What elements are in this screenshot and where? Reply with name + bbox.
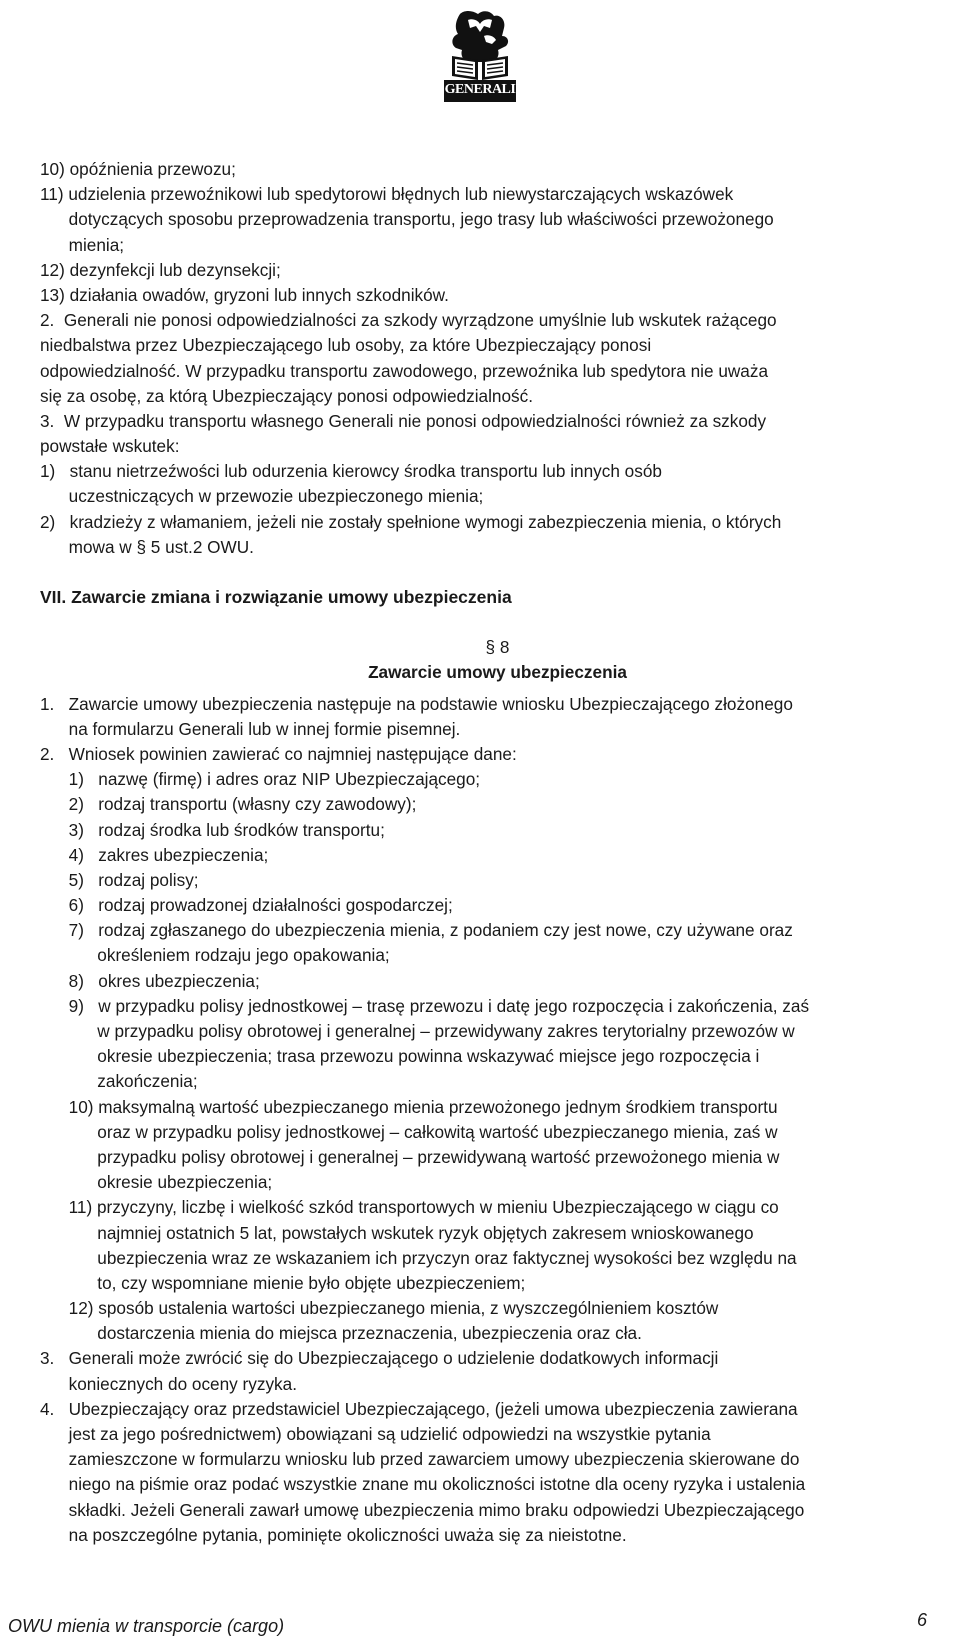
text-line: mienia; [40,234,125,255]
text-line: powstałe wskutek: [40,436,180,457]
paragraph-title: Zawarcie umowy ubezpieczenia [368,662,627,683]
text-line: 8) okres ubezpieczenia; [40,970,260,991]
document-body [40,157,955,1548]
text-line: 3. W przypadku transportu własnego Generali nie ponosi odpowiedzialności również za szkody [40,410,767,431]
text-line: 9) w przypadku polisy jednostkowej – trasę przewozu i datę jego rozpoczęcia i zakończenia, zaś [40,995,810,1016]
text-line: koniecznych do oceny ryzyka. [40,1373,297,1394]
text-line: przypadku polisy obrotowej i generalnej – przewidywaną wartość przewożonego mienia w [40,1146,780,1167]
text-line: określeniem rodzaju jego opakowania; [40,945,390,966]
text-line: okresie ubezpieczenia; [40,1172,273,1193]
text-line: 3) rodzaj środka lub środków transportu; [40,819,385,840]
text-line: w przypadku polisy obrotowej i generalnej – przewidywany zakres terytorialny przewozów w [40,1021,795,1041]
paragraph-symbol: § 8 [485,637,510,658]
text-line: 11) przyczyny, liczbę i wielkość szkód transportowych w mieniu Ubezpieczającego w ciągu co [40,1197,779,1218]
text-line: 2. Wniosek powinien zawierać co najmniej następujące dane: [40,743,517,764]
footer-title: OWU mienia w transporcie (cargo) [8,1616,285,1636]
text-line: 3. Generali może zwrócić się do Ubezpieczającego o udzielenie dodatkowych informacji [40,1348,719,1369]
text-line: 7) rodzaj zgłaszanego do ubezpieczenia mienia, z podaniem czy jest nowe, czy używane oraz [40,920,793,941]
text-line: 10) opóźnienia przewozu; [40,159,236,179]
text-line: oraz w przypadku polisy jednostkowej – całkowitą wartość ubezpieczanego mienia, zaś w [40,1121,778,1142]
text-line: 1) nazwę (firmę) i adres oraz NIP Ubezpieczającego; [40,769,481,790]
section-heading: VII. Zawarcie zmiana i rozwiązanie umowy ubezpieczenia [40,587,512,607]
text-line: 6) rodzaj prowadzonej działalności gospodarczej; [40,895,453,916]
text-line: 2) kradzieży z włamaniem, jeżeli nie zostały spełnione wymogi zabezpieczenia mienia, o których [40,511,782,532]
text-line: najmniej ostatnich 5 lat, powstałych wskutek ryzyk objętych zakresem wnioskowanego [40,1222,754,1243]
text-line: 10) maksymalną wartość ubezpieczanego mienia przewożonego jednym środkiem transportu [40,1096,778,1117]
text-line: 11) udzielenia przewoźnikowi lub spedytorowi błędnych lub niewystarczających wskazówek [40,184,734,205]
text-line: niedbalstwa przez Ubezpieczającego lub osoby, za które Ubezpieczający ponosi [40,335,652,356]
text-line: 5) rodzaj polisy; [40,869,199,890]
logo-wordmark: GENERALI [444,82,516,97]
text-line: odpowiedzialność. W przypadku transportu zawodowego, przewoźnika lub spedytora nie uważa [40,360,769,381]
text-line: zamieszczone w formularzu wniosku lub przed zawarciem umowy ubezpieczenia skierowane do [40,1449,800,1470]
text-line: 4) zakres ubezpieczenia; [40,844,269,865]
text-line: na formularzu Generali lub w innej formie pisemnej. [40,718,461,739]
generali-logo [438,6,522,106]
text-line: okresie ubezpieczenia; trasa przewozu powinna wskazywać miejsce jego rozpoczęcia i [40,1046,760,1067]
text-line: się za osobę, za którą Ubezpieczający ponosi odpowiedzialność. [40,385,533,406]
text-line: 13) działania owadów, gryzoni lub innych szkodników. [40,284,449,305]
text-line: 1) stanu nietrzeźwości lub odurzenia kierowcy środka transportu lub innych osób [40,461,662,482]
text-line: ubezpieczenia wraz ze wskazaniem ich przyczyn oraz faktycznej wysokości bez względu na [40,1247,797,1268]
text-line: 2. Generali nie ponosi odpowiedzialności za szkody wyrządzone umyślnie lub wskutek rażącego [40,310,777,331]
text-line: składki. Jeżeli Generali zawarł umowę ubezpieczenia mimo braku odpowiedzi Ubezpieczającego [40,1499,805,1520]
text-line: 1. Zawarcie umowy ubezpieczenia następuje na podstawie wniosku Ubezpieczającego złożonego [40,693,793,714]
text-line: 12) dezynfekcji lub dezynsekcji; [40,259,281,280]
page-number: 6 [917,1610,928,1630]
text-line: 4. Ubezpieczający oraz przedstawiciel Ubezpieczającego, (jeżeli umowa ubezpieczenia zawierana [40,1398,798,1419]
text-line: uczestniczących w przewozie ubezpieczonego mienia; [40,486,484,507]
text-line: dotyczących sposobu przeprowadzenia transportu, jego trasy lub właściwości przewożonego [40,209,774,230]
text-line: niego na piśmie oraz podać wszystkie znane mu okoliczności istotne dla oceny ryzyka i ustalenia [40,1474,806,1495]
text-line: na poszczególne pytania, pominięte okoliczności uważa się za nieistotne. [40,1524,627,1545]
text-line: jest za jego pośrednictwem) obowiązani są udzielić odpowiedzi na wszystkie pytania [40,1424,711,1444]
text-line: 2) rodzaj transportu (własny czy zawodowy); [40,794,417,815]
text-line: zakończenia; [40,1071,198,1092]
text-line: to, czy wspomniane mienie było objęte ubezpieczeniem; [40,1272,526,1293]
text-line: 12) sposób ustalenia wartości ubezpieczanego mienia, z wyszczególnieniem kosztów [40,1298,719,1319]
text-line: dostarczenia mienia do miejsca przeznaczenia, ubezpieczenia oraz cła. [40,1323,642,1344]
text-line: mowa w § 5 ust.2 OWU. [40,536,254,557]
